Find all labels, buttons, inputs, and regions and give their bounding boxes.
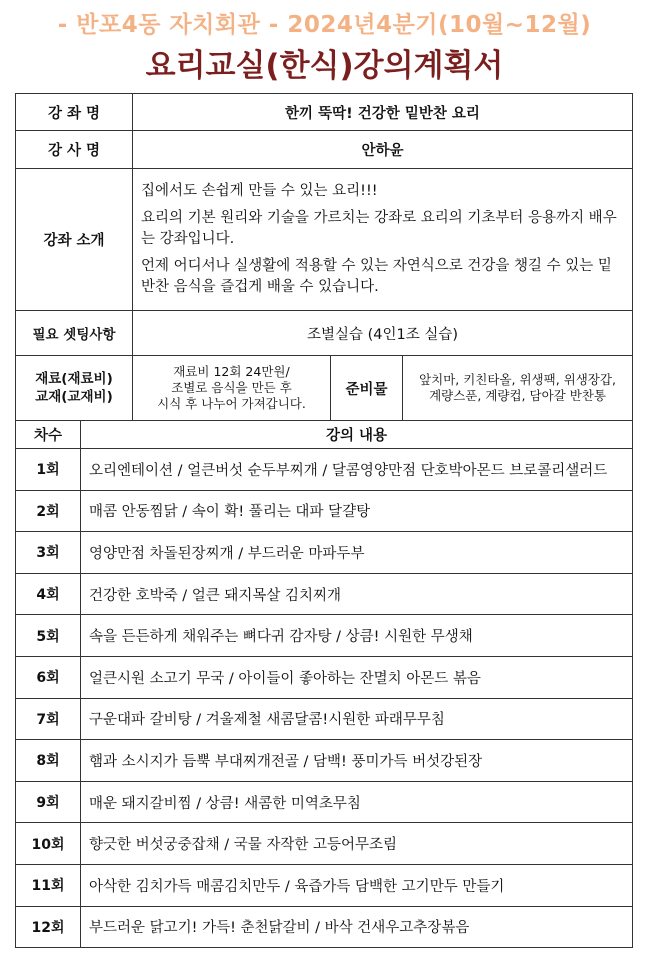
session-content: 오리엔테이션 / 얼큰버섯 순두부찌개 / 달콤영양만점 단호박아몬드 브로콜리샐러드 bbox=[81, 449, 633, 491]
session-number: 12회 bbox=[16, 906, 81, 948]
session-number: 6회 bbox=[16, 656, 81, 698]
schedule-row bbox=[16, 698, 633, 740]
schedule-row bbox=[16, 906, 633, 948]
materials-line: 재료비 12회 24만원/ bbox=[173, 364, 290, 379]
setting-value: 조별실습 (4인1조 실습) bbox=[133, 311, 633, 356]
document-subtitle: - 반포4동 자치회관 - 2024년4분기(10월~12월) bbox=[57, 12, 592, 38]
instructor-value: 안하윤 bbox=[133, 131, 633, 169]
session-content: 건강한 호박죽 / 얼큰 돼지목살 김치찌개 bbox=[81, 573, 633, 615]
schedule-row bbox=[16, 781, 633, 823]
materials-label bbox=[16, 356, 133, 421]
session-content: 얼큰시원 소고기 무국 / 아이들이 좋아하는 잔멸치 아몬드 볶음 bbox=[81, 656, 633, 698]
schedule-table bbox=[15, 420, 633, 948]
instructor-label: 강 사 명 bbox=[16, 131, 133, 169]
session-number: 8회 bbox=[16, 740, 81, 782]
setting-label: 필요 셋팅사항 bbox=[16, 311, 133, 356]
intro-row bbox=[16, 169, 633, 311]
prep-line: 앞치마, 키친타올, 위생팩, 위생장갑, bbox=[419, 372, 616, 387]
intro-paragraph: 언제 어디서나 실생활에 적용할 수 있는 자연식으로 건강을 챙길 수 있는 밑반찬 음식을 즐겁게 배울 수 있습니다. bbox=[141, 258, 612, 295]
schedule-row bbox=[16, 490, 633, 532]
session-number: 4회 bbox=[16, 573, 81, 615]
session-content: 영양만점 차돌된장찌개 / 부드러운 마파두부 bbox=[81, 532, 633, 574]
session-number: 10회 bbox=[16, 823, 81, 865]
course-name-label: 강 좌 명 bbox=[16, 94, 133, 131]
session-number: 11회 bbox=[16, 864, 81, 906]
schedule-row bbox=[16, 532, 633, 574]
prep-label: 준비물 bbox=[331, 356, 403, 421]
session-number: 7회 bbox=[16, 698, 81, 740]
materials-row bbox=[16, 356, 633, 421]
prep-value bbox=[403, 356, 633, 421]
session-column-header: 차수 bbox=[16, 421, 81, 449]
session-content: 햄과 소시지가 듬뿍 부대찌개전골 / 담백! 풍미가득 버섯강된장 bbox=[81, 740, 633, 782]
intro-label: 강좌 소개 bbox=[16, 169, 133, 311]
session-number: 9회 bbox=[16, 781, 81, 823]
materials-line: 시식 후 나누어 가져갑니다. bbox=[157, 396, 306, 411]
course-info-table bbox=[15, 93, 633, 421]
intro-value bbox=[133, 169, 633, 311]
schedule-row bbox=[16, 449, 633, 491]
session-content: 속을 든든하게 채워주는 뼈다귀 감자탕 / 상큼! 시원한 무생채 bbox=[81, 615, 633, 657]
schedule-row bbox=[16, 864, 633, 906]
session-content: 매운 돼지갈비찜 / 상큼! 새콤한 미역초무침 bbox=[81, 781, 633, 823]
course-name-row bbox=[16, 94, 633, 131]
schedule-row bbox=[16, 573, 633, 615]
intro-paragraph: 집에서도 손쉽게 만들 수 있는 요리!!! bbox=[141, 183, 378, 199]
prep-line: 계량스푼, 계량컵, 담아갈 반찬통 bbox=[429, 388, 606, 403]
session-number: 5회 bbox=[16, 615, 81, 657]
session-content: 매콤 안동찜닭 / 속이 확! 풀리는 대파 달걀탕 bbox=[81, 490, 633, 532]
setting-row bbox=[16, 311, 633, 356]
schedule-row bbox=[16, 740, 633, 782]
session-content: 아삭한 김치가득 매콤김치만두 / 육즙가득 담백한 고기만두 만들기 bbox=[81, 864, 633, 906]
session-number: 2회 bbox=[16, 490, 81, 532]
intro-paragraph: 요리의 기본 원리와 기술을 가르치는 강좌로 요리의 기초부터 응용까지 배우는 강좌입니다. bbox=[141, 210, 617, 247]
materials-value bbox=[133, 356, 331, 421]
session-content: 구운대파 갈비탕 / 겨울제철 새콤달콤!시원한 파래무무침 bbox=[81, 698, 633, 740]
course-name-value: 한끼 뚝딱! 건강한 밑반찬 요리 bbox=[133, 94, 633, 131]
schedule-row bbox=[16, 823, 633, 865]
content-column-header: 강의 내용 bbox=[81, 421, 633, 449]
schedule-header-row bbox=[16, 421, 633, 449]
session-content: 향긋한 버섯궁중잡채 / 국물 자작한 고등어무조림 bbox=[81, 823, 633, 865]
document-title: 요리교실(한식)강의계획서 bbox=[145, 48, 504, 84]
schedule-row bbox=[16, 615, 633, 657]
session-number: 3회 bbox=[16, 532, 81, 574]
instructor-row bbox=[16, 131, 633, 169]
materials-label-line: 교재(교재비) bbox=[35, 389, 113, 405]
materials-line: 조별로 음식을 만든 후 bbox=[171, 380, 292, 395]
schedule-row bbox=[16, 656, 633, 698]
session-content: 부드러운 닭고기! 가득! 춘천닭갈비 / 바삭 건새우고추장볶음 bbox=[81, 906, 633, 948]
session-number: 1회 bbox=[16, 449, 81, 491]
materials-label-line: 재료(재료비) bbox=[35, 371, 113, 387]
